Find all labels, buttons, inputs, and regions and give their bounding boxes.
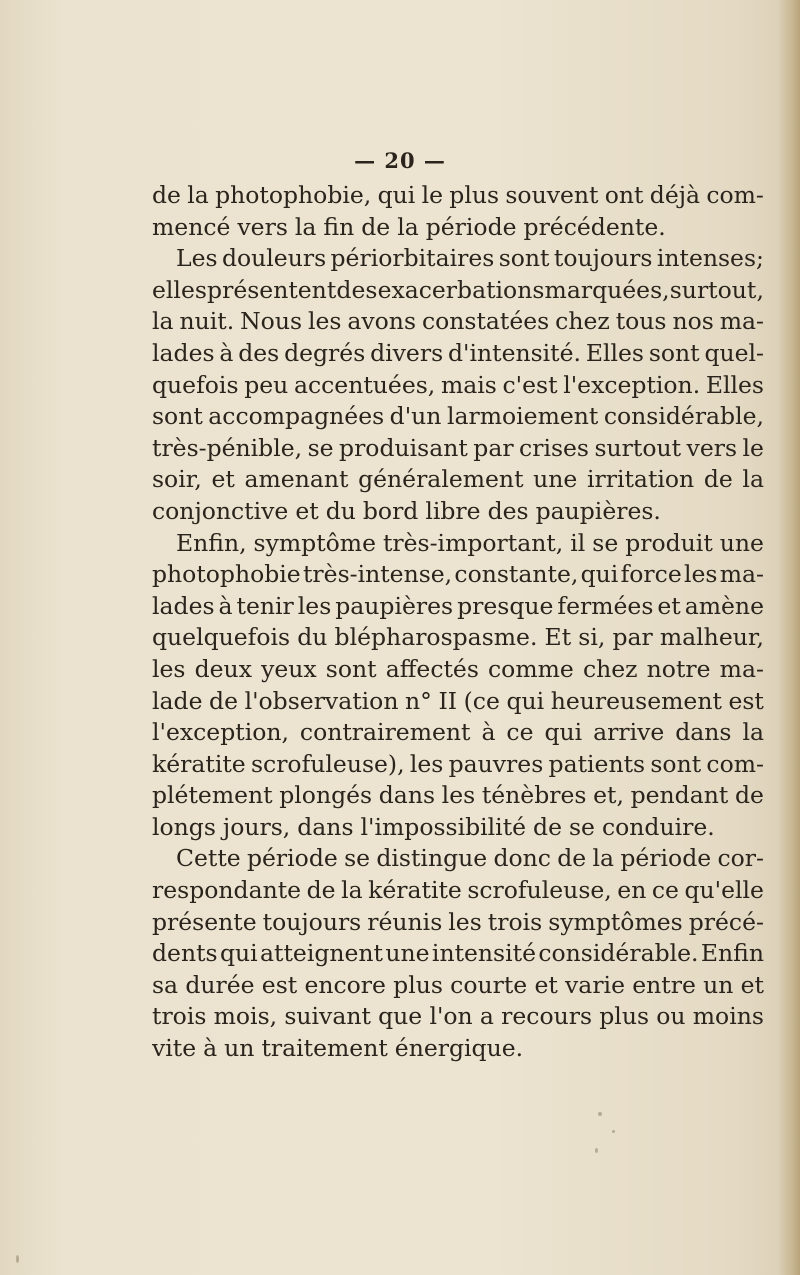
text-line: quelquefois du blépharospasme. Et si, par malheur, [152, 623, 764, 652]
text-line: soir, et amenant généralement une irritation de la [152, 465, 764, 494]
paper-speck [598, 1112, 602, 1116]
text-line: photophobie très-intense, constante, qui force les ma- [152, 560, 764, 589]
text-line: dents qui atteignent une intensité considérable. Enfin [152, 939, 764, 968]
page-edge-shadow [778, 0, 800, 1275]
page-number: — 20 — [354, 148, 446, 173]
text-line: Les douleurs périorbitaires sont toujours intenses; [176, 244, 764, 273]
text-line: longs jours, dans l'impossibilité de se conduire. [152, 812, 715, 841]
text-line: présente toujours réunis les trois symptômes précé- [152, 907, 764, 936]
paper-speck [612, 1130, 615, 1133]
text-line: la nuit. Nous les avons constatées chez tous nos ma- [152, 307, 764, 336]
text-line: sont accompagnées d'un larmoiement considérable, [152, 402, 764, 431]
text-line: quefois peu accentuées, mais c'est l'exception. Elles [152, 370, 764, 399]
text-line: lades à des degrés divers d'intensité. Elles sont quel- [152, 338, 764, 367]
paper-speck [16, 1255, 19, 1263]
body-text [152, 180, 764, 1065]
text-line: plétement plongés dans les ténèbres et, pendant de [152, 781, 764, 810]
text-line: sa durée est encore plus courte et varie entre un et [152, 970, 764, 999]
text-line: lade de l'observation n° II (ce qui heureusement est [152, 686, 764, 715]
paper-speck [595, 1148, 598, 1153]
text-line: mencé vers la fin de la période précédente. [152, 212, 666, 241]
text-line: les deux yeux sont affectés comme chez notre ma- [152, 654, 764, 683]
text-line: conjonctive et du bord libre des paupières. [152, 496, 661, 525]
text-line: elles présentent des exacerbations marquées, surtout , [152, 275, 764, 304]
text-line: trois mois, suivant que l'on a recours plus ou moins [152, 1002, 764, 1031]
text-line: lades à tenir les paupières presque fermées et amène [152, 591, 764, 620]
text-line: respondante de la kératite scrofuleuse, en ce qu'elle [152, 876, 764, 905]
text-line: kératite scrofuleuse), les pauvres patients sont com- [152, 749, 764, 778]
text-line: vite à un traitement énergique. [152, 1034, 524, 1063]
text-line: de la photophobie, qui le plus souvent ont déjà com- [152, 181, 764, 209]
text-line: Cette période se distingue donc de la période cor- [176, 844, 764, 873]
text-line: l'exception, contrairement à ce qui arrive dans la [152, 718, 764, 747]
text-line: très-pénible, se produisant par crises surtout vers le [152, 433, 764, 462]
text-line: Enfin, symptôme très-important, il se produit une [176, 528, 764, 557]
